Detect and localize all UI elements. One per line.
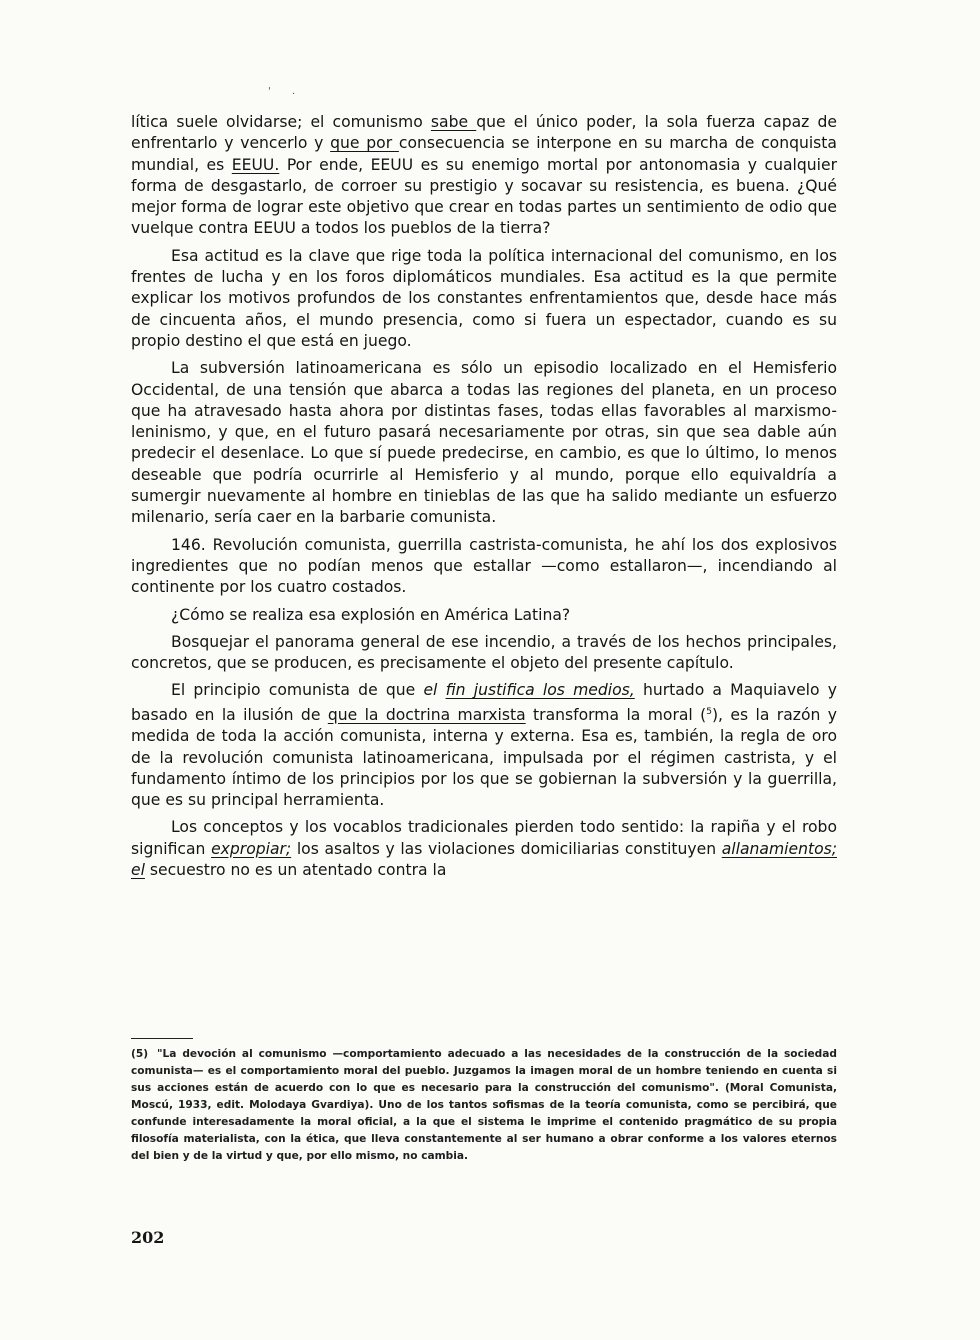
text-run: que la doctrina marxista (327, 705, 526, 724)
text-run: La subversión latinoamericana es sólo un episodio localizado en el Hemisferio Occidental, de una tensión que abarca a todas las regiones del planeta, en un proceso que ha atravesado hasta ahora por distintas fases, todas ellas favorables al marxismo-leninismo, y que, en el futuro pasará necesariamente por otras, sin que sea dable aún predecir el desenlace. Lo que sí puede predecirse, en cambio, es que lo último, lo menos deseable que podría ocurrirle al Hemisferio y al mundo, porque ello equivaldría a sumergir nuevamente al hombre en tinieblas de las que ha salido mediante un esfuerzo milenario, sería caer en la barbarie comunista. (131, 359, 837, 527)
text-run: que el único poder, la sola fuerza capaz de enfrentarlo y vencerlo y (131, 113, 837, 153)
paragraph-7 (131, 680, 837, 811)
text-run: que por (330, 134, 399, 153)
text-run: Los conceptos y los vocablos tradicionales pierden todo sentido: la rapiña y el robo significan (131, 818, 837, 858)
text-run: Por ende, EEUU es su enemigo mortal por antonomasia y cualquier forma de desgastarlo, de corroer su prestigio y socavar su resistencia, es buena. ¿Qué mejor forma de lograr este objetivo que crear en todas partes un sentimiento de odio que vuelque contra EEUU a todos los pueblos de la tierra? (131, 155, 837, 238)
text-run: secuestro no es un atentado contra la (144, 860, 447, 879)
text-run: consecuencia se interpone en su marcha de conquista mundial, es (131, 134, 837, 174)
text-run: allanamientos; el (131, 839, 837, 879)
page-number: 202 (131, 1228, 165, 1247)
text-run: transforma la moral ( (525, 705, 707, 724)
stray-mark-2: . (292, 86, 296, 97)
paragraph-8 (131, 817, 837, 881)
text-run: el (423, 681, 446, 700)
paragraph-5 (131, 605, 837, 626)
text-run: ), es la razón y medida de toda la acción comunista, interna y externa. Esa es, también, la regla de oro de la revolución comunista latinoamericana, impulsada por el régimen castrista, y el fundamento íntimo de los principios por los que se gobiernan la subversión y la guerrilla, que es su principal herramienta. (131, 705, 837, 810)
text-run: 5 (706, 706, 712, 717)
footnote-label: (5) (131, 1048, 149, 1060)
text-run: El principio comunista de que (171, 681, 424, 700)
footnote (131, 1046, 837, 1165)
paragraph-1 (131, 112, 837, 240)
text-run: los asaltos y las violaciones domiciliarias constituyen (291, 839, 722, 858)
text-run: EEUU. (231, 155, 280, 174)
text-run: Bosquejar el panorama general de ese incendio, a través de los hechos principales, concretos, que se producen, es precisamente el objeto del presente capítulo. (131, 632, 837, 673)
stray-mark-1: ' (268, 86, 271, 97)
text-run: expropiar; (211, 839, 292, 858)
text-run: fin justifica los medios, (445, 681, 635, 700)
text-run: 146. Revolución comunista, guerrilla castrista-comunista, he ahí los dos explosivos ingredientes que no podían menos que estallar —como estallaron—, incendiando al continente por los cuatro costados. (131, 535, 837, 597)
text-run: Esa actitud es la clave que rige toda la política internacional del comunismo, en los frentes de lucha y en los foros diplomáticos mundiales. Esa actitud es la que permite explicar los motivos profundos de los constantes enfrentamientos que, desde hace más de cincuenta años, el mundo presencia, como si fuera un espectador, cuando es su propio destino el que está en juego. (131, 246, 837, 350)
paragraph-6 (131, 632, 837, 675)
footnote-rule (131, 1038, 193, 1039)
paragraph-4 (131, 535, 837, 599)
body-text (131, 112, 837, 887)
text-run: lítica suele olvidarse; el comunismo (131, 113, 431, 131)
text-run: hurtado a Maquiavelo y basado en la ilusión de (131, 681, 837, 724)
footnote-text: "La devoción al comunismo —comportamiento adecuado a las necesidades de la construcción de la sociedad comunista— es el comportamiento moral del pueblo. Juzgamos la imagen moral de un hombre teniendo en cuenta si sus acciones están de acuerdo con lo que es necesario para la construcción del comunismo". (Moral Comunista, Moscú, 1933, edit. Molodaya Gvardiya). Uno de los tantos sofismas de la teoría comunista, como se percibirá, que confunde interesadamente la moral oficial, a la que el sistema le imprime el contenido pragmático de su propia filosofía materialista, con la ética, que lleva constantemente al ser humano a obrar conforme a los valores eternos del bien y de la virtud y que, por ello mismo, no cambia. (131, 1048, 837, 1162)
paragraph-3 (131, 358, 837, 528)
text-run: sabe (430, 113, 477, 131)
paragraph-2 (131, 246, 837, 352)
text-run: ¿Cómo se realiza esa explosión en América Latina? (171, 605, 571, 624)
